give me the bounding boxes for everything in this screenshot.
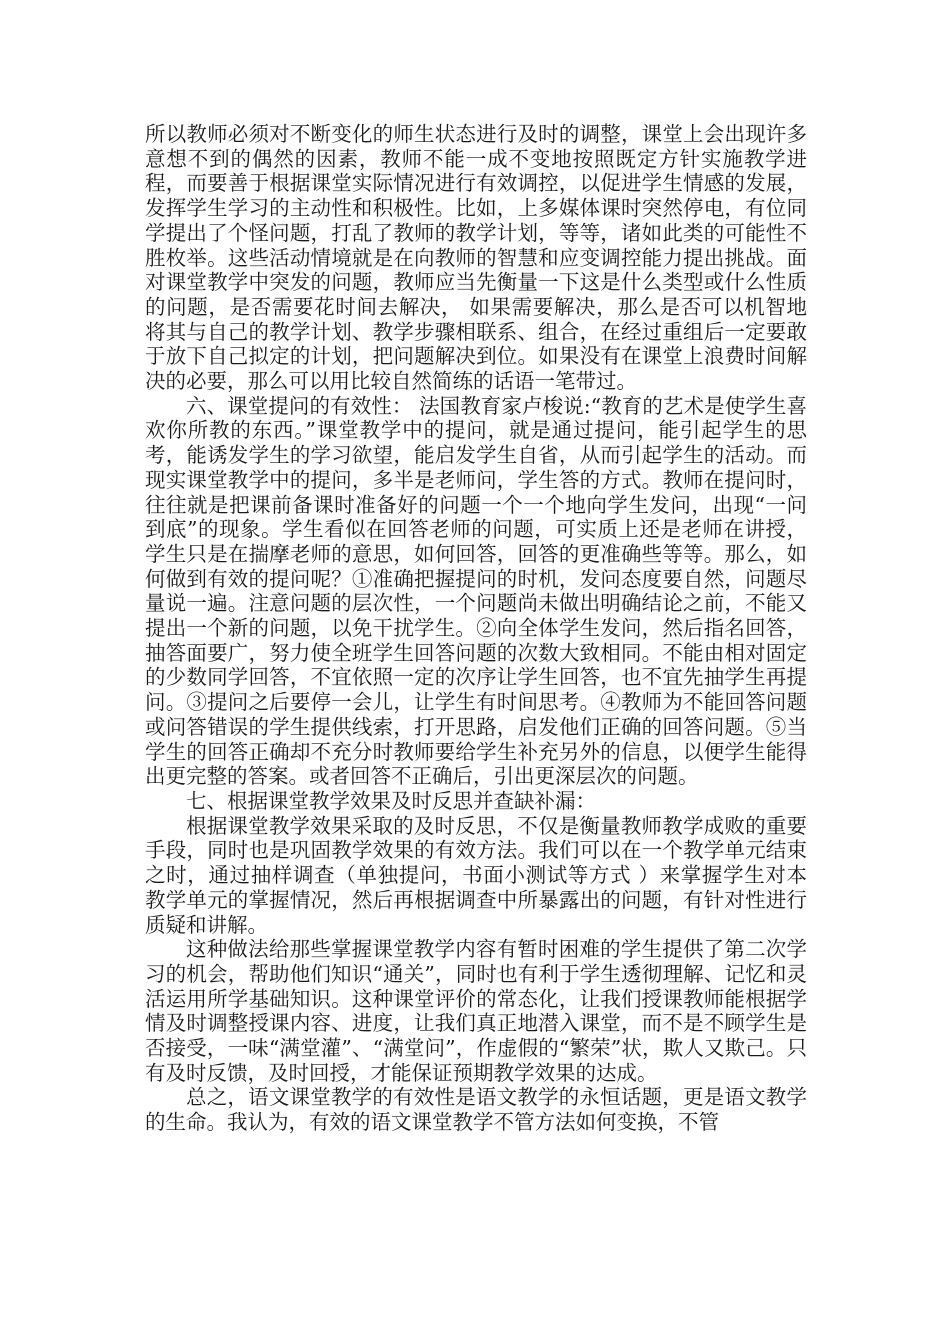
paragraph-conclusion: 总之，语文课堂教学的有效性是语文教学的永恒话题，更是语文教学的生命。我认为，有效的语文课堂教学不管方法如何变换，不管 (145, 1085, 807, 1135)
paragraph-reflection-method: 根据课堂教学效果采取的及时反思，不仅是衡量教师教学成败的重要手段，同时也是巩固教学效果的有效方法。我们可以在一个教学单元结束之时，通过抽样调查（单独提问，书面小测试等方式 ）来掌握学生对本教学单元的掌握情况，然后再根据调查中所暴露出的问题，有针对性进行质疑和讲解。 (145, 813, 807, 937)
section-heading-reflection: 七、根据课堂教学效果及时反思并查缺补漏： (186, 788, 596, 813)
paragraph-adjustment-control: 所以教师必须对不断变化的师生状态进行及时的调整，课堂上会出现许多意想不到的偶然的因素，教师不能一成不变地按照既定方针实施教学进程，而要善于根据课堂实际情况进行有效调控，以促进学生情感的发展，发挥学生学习的主动性和积极性。比如，上多媒体课时突然停电，有位同学提出了个怪问题，打乱了教师的教学计划，等等，诸如此类的可能性不胜枚举。这些活动情境就是在向教师的智慧和应变调控能力提出挑战。面对课堂教学中突发的问题，教师应当先衡量一下这是什么类型或什么性质的问题，是否需要花时间去解决， 如果需要解决，那么是否可以机智地将其与自己的教学计划、教学步骤相联系、组合，在经过重组后一定要敢于放下自己拟定的计划，把问题解决到位。如果没有在课堂上浪费时间解决的必要，那么可以用比较自然简练的话语一笔带过。 (145, 122, 807, 394)
paragraph-questioning-effectiveness: 六、课堂提问的有效性： 法国教育家卢梭说:“教育的艺术是使学生喜欢你所教的东西。”课堂教学中的提问，就是通过提问，能引起学生的思考，能诱发学生的学习欲望，能启发学生自省，从而引起学生的活动。而现实课堂教学中的提问，多半是老师问，学生答的方式。教师在提问时，往往就是把课前备课时准备好的问题一个一个地向学生发问，出现“一问到底”的现象。学生看似在回答老师的问题，可实质上还是老师在讲授，学生只是在揣摩老师的意思，如何回答，回答的更准确些等等。那么，如何做到有效的提问呢？①准确把握提问的时机，发问态度要自然，问题尽量说一遍。注意问题的层次性，一个问题尚未做出明确结论之前，不能又提出一个新的问题，以免干扰学生。②向全体学生发问，然后指名回答，抽答面要广，努力使全班学生回答问题的次数大致相同。不能由相对固定的少数同学回答，不宜依照一定的次序让学生回答，也不宜先抽学生再提问。③提问之后要停一会儿，让学生有时间思考。④教师为不能回答问题或问答错误的学生提供线索，打开思路，启发他们正确的回答问题。⑤当学生的回答正确却不充分时教师要给学生补充另外的信息，以便学生能得出更完整的答案。或者回答不正确后，引出更深层次的问题。 (145, 393, 807, 789)
document-page (145, 122, 807, 1135)
paragraph-second-learning: 这种做法给那些掌握课堂教学内容有暂时困难的学生提供了第二次学习的机会，帮助他们知识“通关”，同时也有利于学生透彻理解、记忆和灵活运用所学基础知识。这种课堂评价的常态化，让我们授课教师能根据学情及时调整授课内容、进度，让我们真正地潜入课堂，而不是不顾学生是否接受，一味“满堂灌”、“满堂问”，作虚假的“繁荣”状，欺人又欺己。只有及时反馈，及时回授，才能保证预期教学效果的达成。 (145, 937, 807, 1085)
